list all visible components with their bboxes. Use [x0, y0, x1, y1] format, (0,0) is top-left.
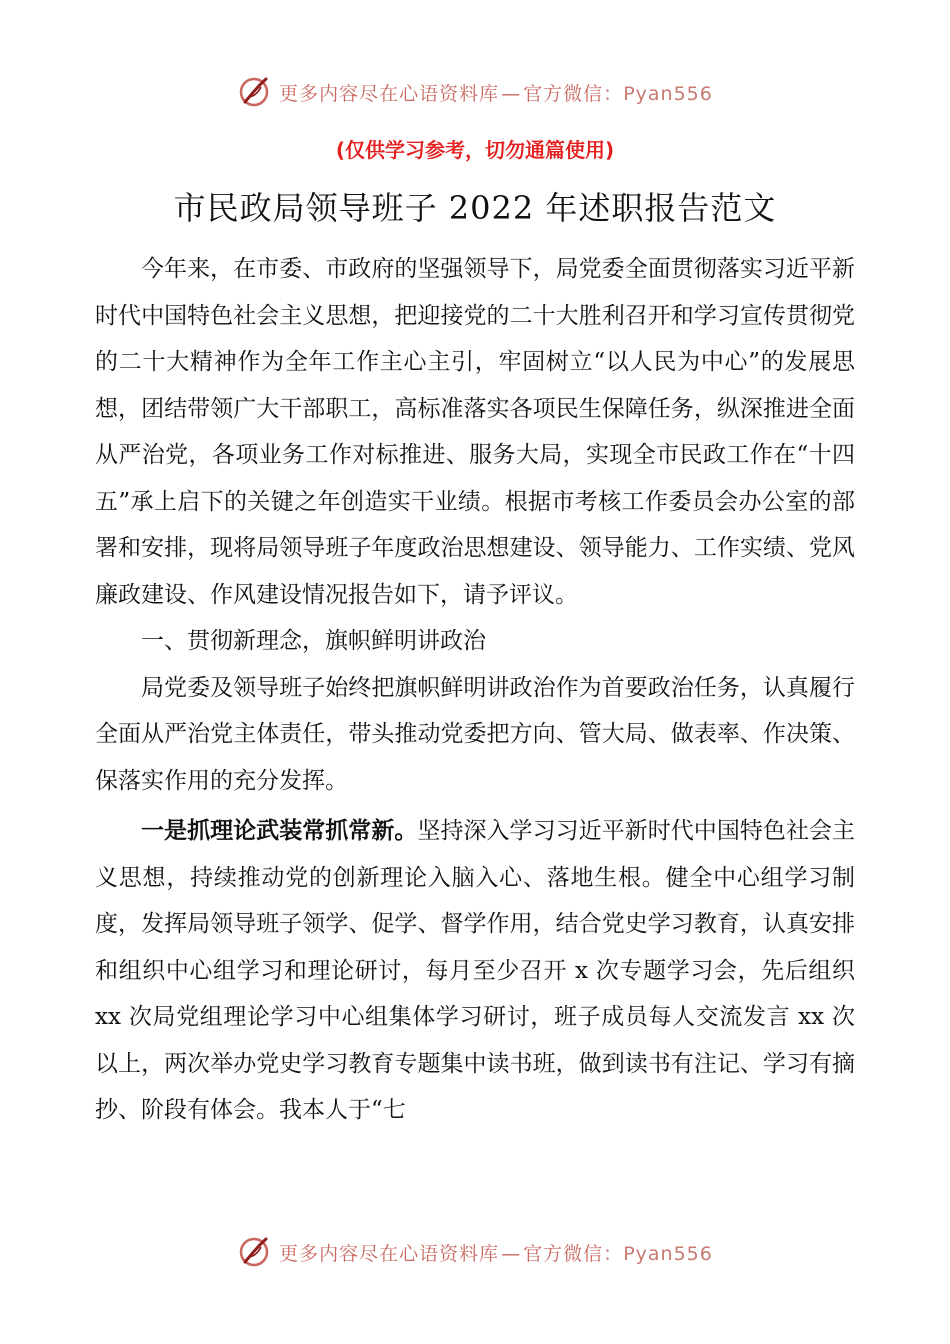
- watermark-header: [0, 72, 950, 112]
- feather-logo-icon: [237, 1235, 271, 1269]
- feather-logo-icon: [237, 75, 271, 109]
- point-paragraph: [95, 808, 855, 1134]
- section-heading: 一、贯彻新理念，旗帜鲜明讲政治: [141, 628, 486, 654]
- point-body: 坚持深入学习习近平新时代中国特色社会主义思想，持续推动党的创新理论入脑入心、落地生根。健全中心组学习制度，发挥局领导班子领学、促学、督学作用，结合党史学习教育，认真安排和组织中心组学习和理论研讨，每月至少召开 x 次专题学习会，先后组织 xx 次局党组理论学习中心组集体学习研讨，班子成员每人交流发言 xx 次以上，两次举办党史学习教育专题集中读书班，做到读书有注记、学习有摘抄、阶段有体会。我本人于“七: [95, 818, 856, 1123]
- watermark-text: 更多内容尽在心语资料库 — 官方微信：Pyan556: [279, 1242, 713, 1265]
- point-lead: 一是抓理论武装常抓常新。: [141, 818, 418, 844]
- usage-notice: (仅供学习参考，切勿通篇使用): [335, 138, 615, 162]
- document-body: [95, 246, 855, 1134]
- watermark-text: 更多内容尽在心语资料库 — 官方微信：Pyan556: [279, 82, 713, 105]
- document-title: 市民政局领导班子 2022 年述职报告范文: [173, 189, 777, 227]
- section-paragraph: 局党委及领导班子始终把旗帜鲜明讲政治作为首要政治任务，认真履行全面从严治党主体责任，带头推动党委把方向、管大局、做表率、作决策、保落实作用的充分发挥。: [95, 674, 855, 794]
- intro-paragraph: 今年来，在市委、市政府的坚强领导下，局党委全面贯彻落实习近平新时代中国特色社会主义思想，把迎接党的二十大胜利召开和学习宣传贯彻党的二十大精神作为全年工作主心主引，牢固树立“以人民为中心”的发展思想，团结带领广大干部职工，高标准落实各项民生保障任务，纵深推进全面从严治党，各项业务工作对标推进、服务大局，实现全市民政工作在“十四五”承上启下的关键之年创造实干业绩。根据市考核工作委员会办公室的部署和安排，现将局领导班子年度政治思想建设、领导能力、工作实绩、党风廉政建设、作风建设情况报告如下，请予评议。: [95, 256, 855, 608]
- watermark-footer: [0, 1232, 950, 1272]
